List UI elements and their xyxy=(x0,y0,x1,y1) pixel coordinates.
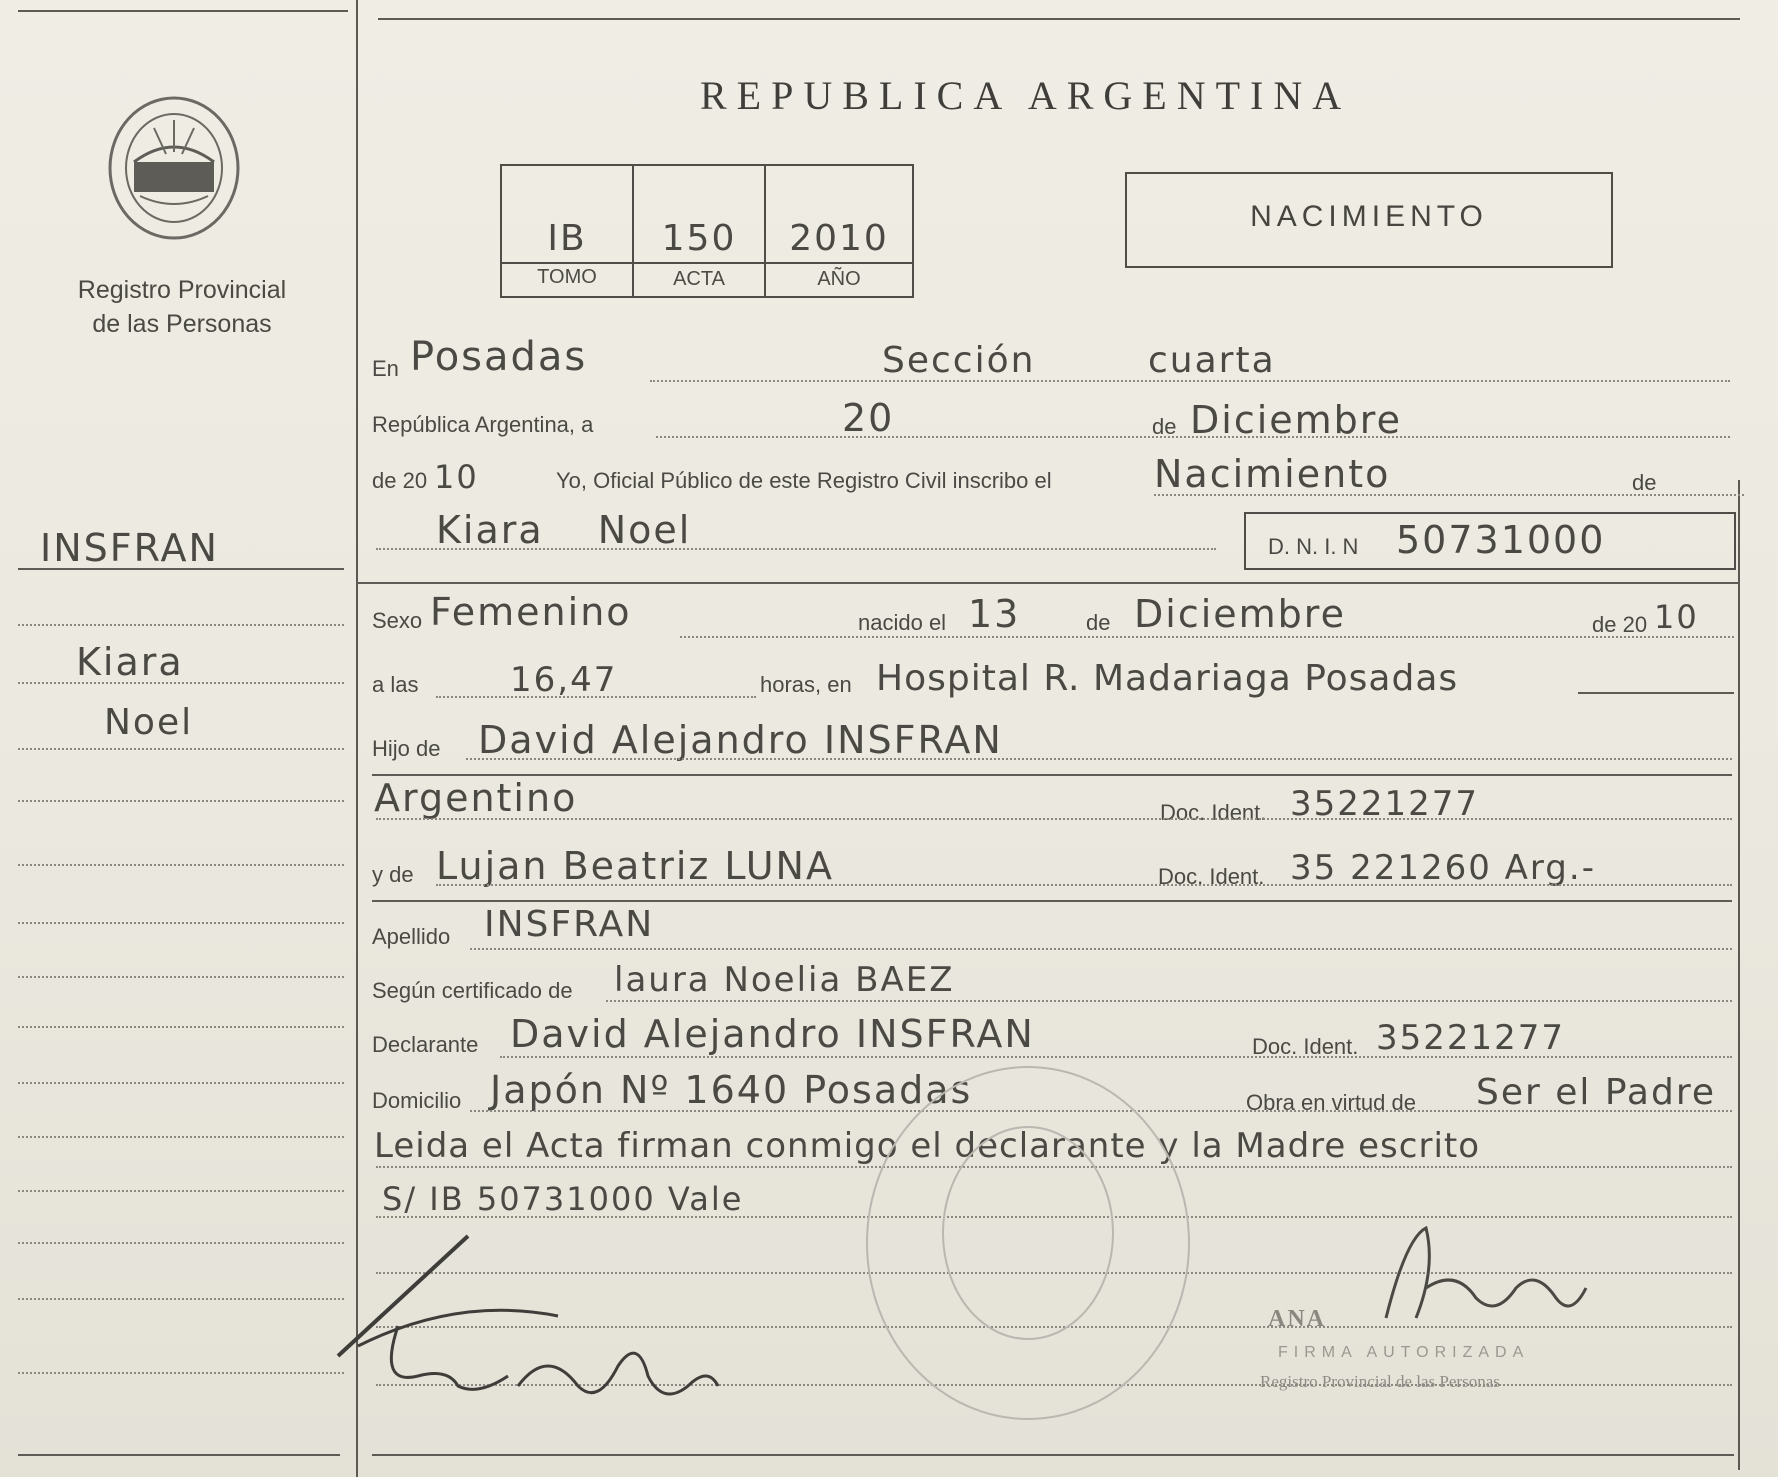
apellido-label: Apellido xyxy=(372,924,451,949)
de-label-2: de xyxy=(1632,470,1657,495)
apellido-value: INSFRAN xyxy=(484,904,655,945)
seccion-value: cuarta xyxy=(1148,340,1276,381)
declarante-label: Declarante xyxy=(372,1032,479,1057)
sexo-label: Sexo xyxy=(372,608,423,633)
obra-value: Ser el Padre xyxy=(1476,1072,1716,1113)
father-doc: 35221277 xyxy=(1290,784,1480,824)
acta-value: 150 xyxy=(661,218,737,259)
month-value: Diciembre xyxy=(1190,398,1402,442)
year-suffix: 10 xyxy=(434,458,479,496)
certificate-issuer: laura Noelia BAEZ xyxy=(614,960,955,1000)
birth-month: Diciembre xyxy=(1134,592,1346,636)
anio-label: AÑO xyxy=(817,268,861,290)
birth-day: 13 xyxy=(968,592,1021,636)
seccion-label: Sección xyxy=(882,340,1036,381)
top-left-rule xyxy=(18,10,348,12)
dni-value: 50731000 xyxy=(1396,518,1606,562)
alas-label: a las xyxy=(372,672,419,697)
yde-label: y de xyxy=(372,862,414,887)
dni-box xyxy=(1244,512,1736,570)
domicilio-label: Domicilio xyxy=(372,1088,462,1113)
republica-label: República Argentina, a xyxy=(372,412,594,437)
father-nationality: Argentino xyxy=(374,776,578,820)
registry-caption: Registro Provincial de las Personas xyxy=(1260,1372,1500,1391)
margin-first-name: Kiara xyxy=(76,640,184,684)
obra-label: Obra en virtud de xyxy=(1246,1090,1416,1115)
registered-event: Nacimiento xyxy=(1154,452,1391,496)
act-type-label: NACIMIENTO xyxy=(1250,200,1488,233)
right-border xyxy=(1738,480,1740,1470)
note-line-2: S/ IB 50731000 Vale xyxy=(382,1180,744,1218)
record-table xyxy=(500,164,914,298)
official-name: ANA xyxy=(1268,1306,1326,1332)
doc-label-1: Doc. Ident. xyxy=(1160,800,1267,825)
official-text: Yo, Oficial Público de este Registro Civil inscribo el xyxy=(556,468,1052,493)
declarante-name: David Alejandro INSFRAN xyxy=(510,1012,1035,1056)
certificado-label: Según certificado de xyxy=(372,978,573,1003)
mother-name: Lujan Beatriz LUNA xyxy=(436,844,834,888)
declarante-doc: 35221277 xyxy=(1376,1018,1566,1058)
de-label-1: de xyxy=(1152,414,1177,439)
city-value: Posadas xyxy=(410,334,588,380)
official-signature xyxy=(1366,1228,1596,1338)
doc-label-3: Doc. Ident. xyxy=(1252,1034,1359,1059)
authorized-label: FIRMA AUTORIZADA xyxy=(1278,1344,1530,1361)
country-title: REPUBLICA ARGENTINA xyxy=(700,73,1352,118)
tomo-value: IB xyxy=(547,218,587,259)
horas-label: horas, en xyxy=(760,672,852,697)
mother-doc: 35 221260 Arg.- xyxy=(1290,848,1596,888)
year-prefix: de 20 xyxy=(372,468,428,493)
margin-surname: INSFRAN xyxy=(40,526,219,570)
dni-label: D. N. I. N xyxy=(1268,534,1359,559)
father-name: David Alejandro INSFRAN xyxy=(478,718,1003,762)
act-type-box xyxy=(1125,172,1613,268)
de-label-3: de xyxy=(1086,610,1111,635)
hijo-label: Hijo de xyxy=(372,736,441,761)
province-emblem-logo xyxy=(104,92,244,244)
child-name: Kiara Noel xyxy=(436,508,692,552)
doc-label-2: Doc. Ident. xyxy=(1158,864,1265,889)
tomo-label: TOMO xyxy=(537,266,597,288)
birth-time: 16,47 xyxy=(510,660,618,700)
note-line-1: Leida el Acta firman conmigo el declarante y la Madre escrito xyxy=(374,1126,1481,1166)
declarant-signature xyxy=(318,1236,778,1416)
registry-line2: de las Personas xyxy=(92,310,272,338)
registry-line1: Registro Provincial xyxy=(77,276,287,304)
day-value: 20 xyxy=(842,396,895,440)
nacido-label: nacido el xyxy=(858,610,947,635)
sexo-value: Femenino xyxy=(430,590,632,634)
domicilio-value: Japón Nº 1640 Posadas xyxy=(490,1068,973,1112)
birth-place: Hospital R. Madariaga Posadas xyxy=(876,658,1459,699)
birth-year-prefix: de 20 xyxy=(1592,612,1648,637)
top-right-rule xyxy=(378,18,1740,20)
anio-value: 2010 xyxy=(789,218,889,259)
margin-second-name: Noel xyxy=(104,702,194,743)
birth-year-suffix: 10 xyxy=(1654,598,1699,636)
acta-label: ACTA xyxy=(673,268,725,290)
en-label: En xyxy=(372,356,399,381)
